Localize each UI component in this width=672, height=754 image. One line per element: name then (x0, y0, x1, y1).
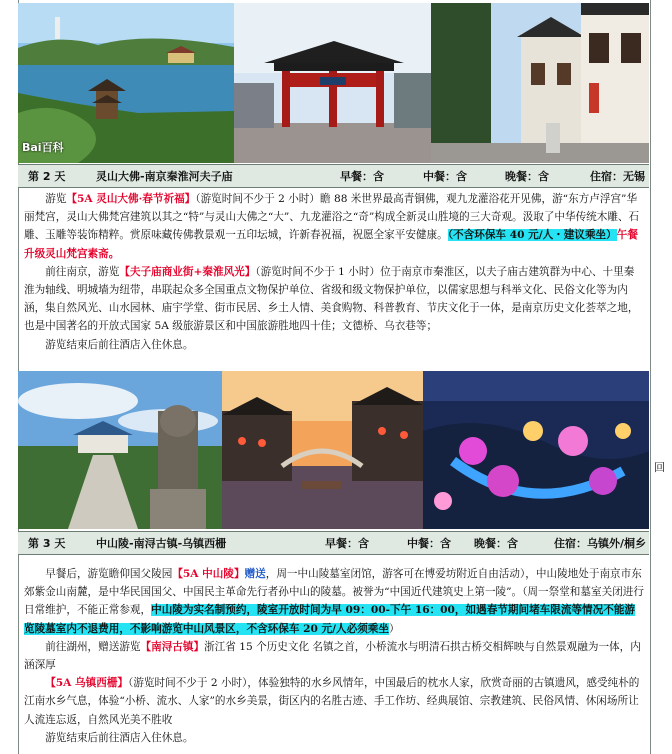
day3-paragraph-hotel: 游览结束后前往酒店入住休息。 (45, 731, 194, 744)
qinhuai-street-photo (431, 3, 649, 163)
attraction-lingshan: 【5A 灵山大佛·春节祈福】 (66, 193, 196, 205)
gift-tag: 赠送 (244, 568, 266, 580)
day3-photo-row (18, 371, 649, 529)
day2-description (24, 190, 644, 354)
day-number: 第 2 天 (28, 170, 66, 183)
lingshan-buddha-photo (18, 3, 234, 163)
lodging-info: 住宿：乌镇外/桐乡 (554, 537, 647, 550)
dinner-info: 晚餐：含 (505, 170, 549, 183)
baidu-watermark: Bai百科 (22, 141, 64, 154)
lunch-info: 中餐：含 (407, 537, 451, 550)
nanxun-town-photo (222, 371, 423, 529)
lodging-info: 住宿：无锡 (590, 170, 645, 183)
day3-paragraph-zhongshanling: 早餐后，游览瞻仰国父陵园【5A 中山陵】赠送，周一中山陵墓室闭馆，游客可在博爱坊附近自由活动），中山陵地处于南京市东郊紫金山南麓，是中华民国国父、中国民主革命先行者孙中山的陵墓。被誉为“中国近代建筑史上第一陵”。（周一祭堂和墓室关闭进行日常维护，不能正常参观，中山陵为实名制预约，陵室开放时间为早 09：00-下午 16：00，如遇春节期间堵车限流等情况不能游览陵墓室内不退费用，不影响游览中山风景区，不含环保车 20 元/人必须乘坐） (24, 568, 644, 635)
attraction-zhongshanling: 【5A 中山陵】 (172, 568, 245, 580)
day-route: 中山陵-南浔古镇-乌镇西栅 (96, 537, 227, 550)
day2-paragraph-fuzimiao: 前往南京，游览【夫子庙商业街+秦淮风光】（游览时间不少于 1 小时）位于南京市秦淮区，以夫子庙古建筑群为中心、十里秦淮为轴线、明城墙为纽带，串联起众多全国重点文物保护单位、省级和级文物保护单位，以儒家思想与科举文化、民俗文化等为内涵，集自然风光、山水园林、庙宇学堂、街市民居、乡土人情、美食购物、科普教育、节庆文化于一体，是南京历史文化荟萃之地，也是中国著名的开放式国家 5A 级旅游景区和中国旅游胜地四十佳；文德桥、乌衣巷等； (24, 265, 639, 333)
day-number: 第 3 天 (28, 537, 66, 550)
day3-header-bar (18, 531, 649, 555)
lunch-info: 中餐：含 (423, 170, 467, 183)
day2-header-bar (18, 164, 649, 188)
lunch-upgrade-note: 午餐升级灵山梵宫素斋。 (24, 229, 638, 260)
reservation-note: 中山陵为实名制预约，陵室开放时间为早 09：00-下午 16：00，如遇春节期间堵车限流等情况不能游览陵墓室内不退费用，不影响游览中山风景区，不含环保车 20 元/人必须乘坐 (24, 604, 636, 635)
day-route: 灵山大佛-南京秦淮河夫子庙 (96, 170, 233, 183)
attraction-nanxun: 【南浔古镇】 (140, 640, 205, 653)
eco-bus-note: （不含环保车 40 元/人・建议乘坐） (447, 229, 617, 242)
day3-description (24, 565, 644, 747)
sun-yat-sen-mausoleum-photo (18, 371, 222, 529)
day2-paragraph-hotel: 游览结束后前往酒店入住休息。 (45, 338, 194, 351)
day2-paragraph-lingshan: 游览【5A 灵山大佛·春节祈福】（游览时间不少于 2 小时）瞻 88 米世界最高青铜佛，观九龙灌浴花开见佛，游“东方卢浮宫”华丽梵宫，灵山大佛梵宫建筑以其之“特”与灵山大佛之“大”、九龙灌浴之“奇”构成全新灵山胜境的三大奇观。汲取了中华传统木雕、石雕、玉雕等装饰精粹。赏原味藏传佛教景观一五印坛城，许新春祝福，祝愿全家平安健康。（不含环保车 40 元/人・建议乘坐）午餐升级灵山梵宫素斋。 (24, 193, 640, 260)
day3-paragraph-wuzhen: 【5A 乌镇西栅】（游览时间不少于 2 小时），体验独特的水乡风情年，中国最后的枕水人家，欣赏奇丽的古镇遗风，感受纯朴的江南水乡气息，体验“小桥、流水、人家”的水乡美景，街区内的名胜古迹、手工作坊、经典展馆、宗教建筑、民俗风情、休闲场所让人流连忘返，自然风光美不胜收 (24, 677, 640, 726)
breakfast-info: 早餐：含 (340, 170, 384, 183)
breakfast-info: 早餐：含 (325, 537, 369, 550)
attraction-wuzhen: 【5A 乌镇西栅】 (45, 677, 129, 690)
side-glyph: 回 (654, 461, 665, 474)
day2-photo-row (18, 3, 649, 163)
day3-paragraph-nanxun: 前往湖州，赠送游览【南浔古镇】浙江省 15 个历史文化 名镇之首，小桥流水与明清石拱古桥交相辉映与自然景观融为一体，内涵深厚 (24, 640, 641, 672)
confucius-temple-gate-photo (234, 3, 431, 163)
wuzhen-night-photo (423, 371, 649, 529)
dinner-info: 晚餐：含 (474, 537, 518, 550)
attraction-fuzimiao: 【夫子庙商业街+秦淮风光】 (119, 265, 256, 278)
